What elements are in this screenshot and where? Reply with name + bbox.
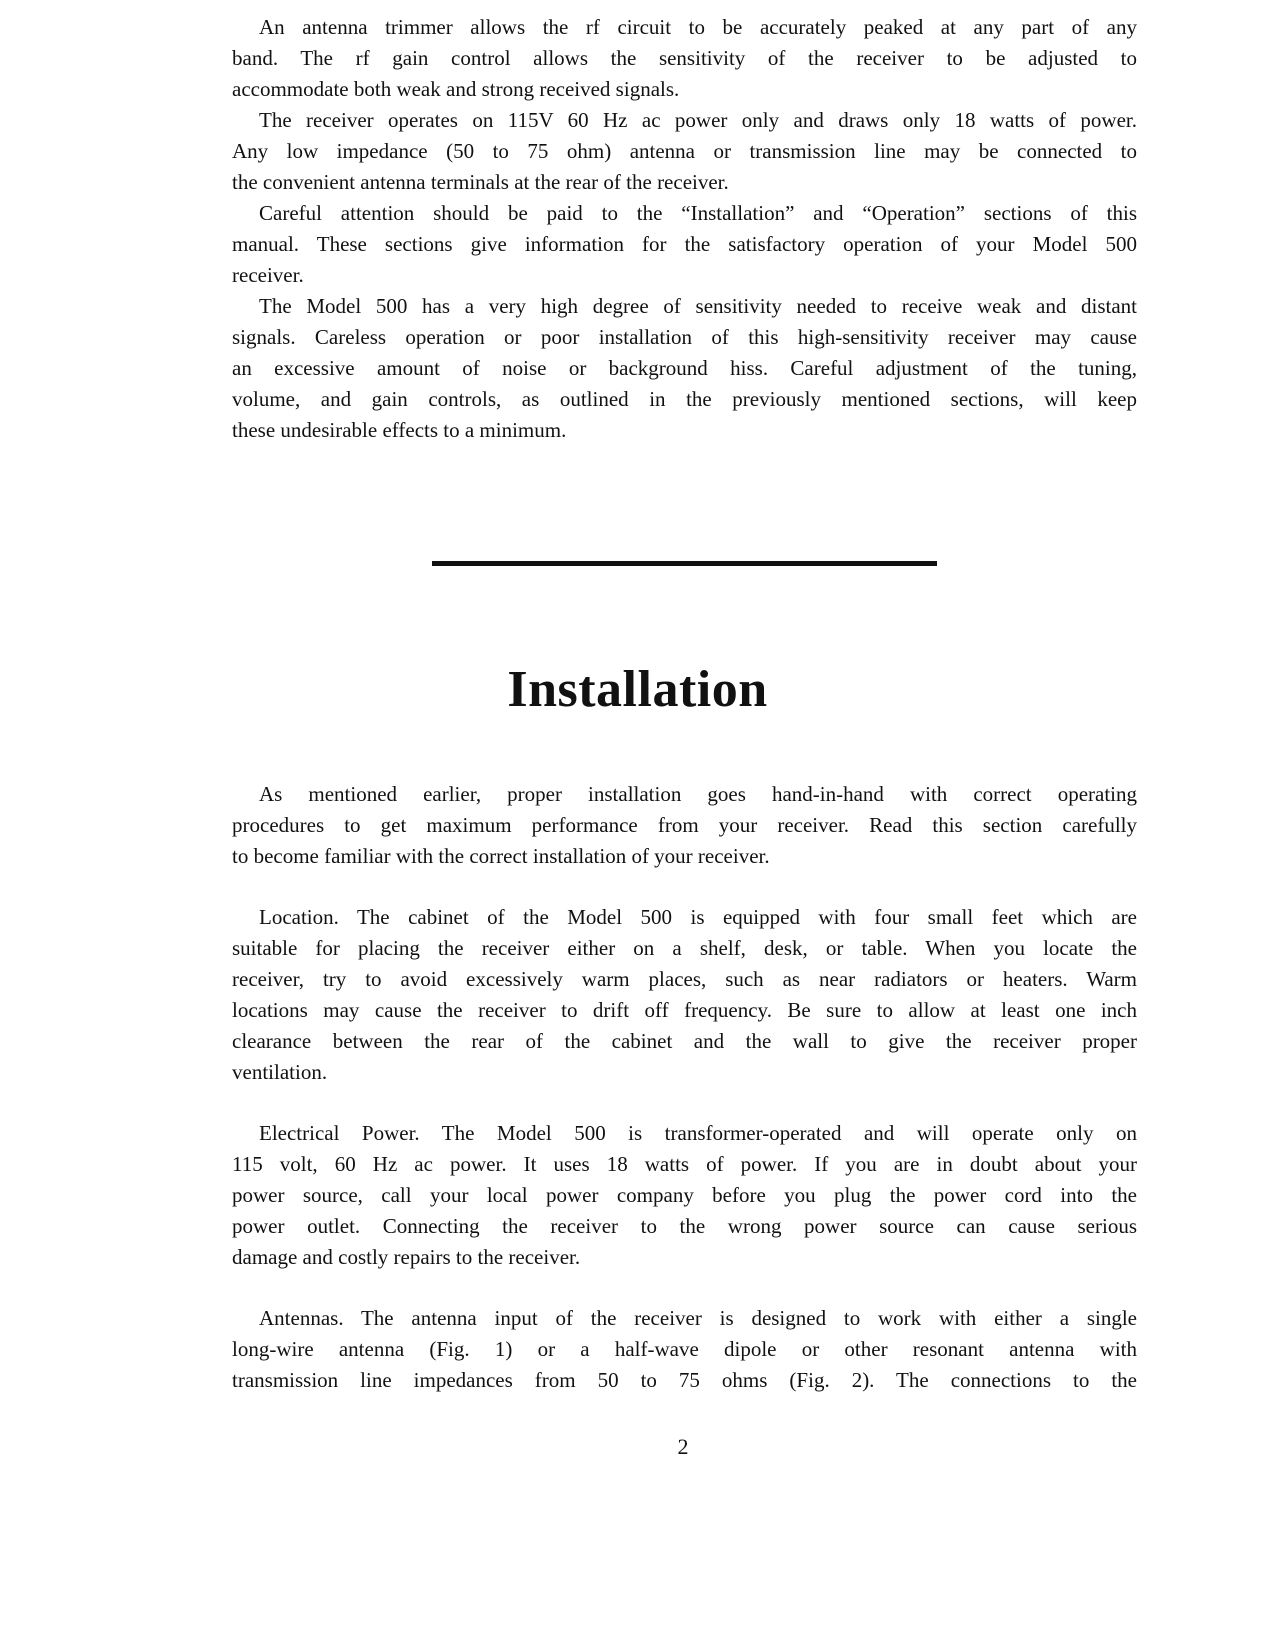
paragraph — [232, 291, 1137, 446]
paragraph — [232, 1303, 1137, 1396]
line-text: damage and costly repairs to the receiver. — [232, 1245, 581, 1269]
text-line — [232, 167, 1137, 198]
line-text: An antenna trimmer allows the rf circuit to be accurately peaked at any part of any — [259, 15, 1137, 39]
line-text: to become familiar with the correct installation of your receiver. — [232, 844, 770, 868]
paragraph — [232, 1118, 1137, 1273]
line-text: Antennas. The antenna input of the receiver is designed to work with either a single — [259, 1306, 1137, 1330]
line-text: Any low impedance (50 to 75 ohm) antenna or transmission line may be connected to — [232, 139, 1137, 163]
line-text: signals. Careless operation or poor installation of this high-sensitivity receiver may cause — [232, 325, 1137, 349]
paragraph-gap — [232, 1088, 1137, 1118]
text-line — [232, 1334, 1137, 1365]
line-text: locations may cause the receiver to drift off frequency. Be sure to allow at least one inch — [232, 998, 1137, 1022]
line-text: transmission line impedances from 50 to 75 ohms (Fig. 2). The connections to the — [232, 1368, 1137, 1392]
line-text: receiver, try to avoid excessively warm places, such as near radiators or heaters. Warm — [232, 967, 1137, 991]
text-line — [232, 1365, 1137, 1396]
line-text: an excessive amount of noise or background hiss. Careful adjustment of the tuning, — [232, 356, 1137, 380]
line-text: ventilation. — [232, 1060, 328, 1084]
paragraph — [232, 105, 1137, 198]
section-divider — [432, 561, 937, 566]
text-line — [232, 933, 1137, 964]
text-line — [232, 779, 1137, 810]
line-text: manual. These sections give information for the satisfactory operation of your Model 500 — [232, 232, 1137, 256]
text-line — [232, 1118, 1137, 1149]
line-text: accommodate both weak and strong received signals. — [232, 77, 680, 101]
line-text: clearance between the rear of the cabinet and the wall to give the receiver proper — [232, 1029, 1137, 1053]
text-line — [232, 260, 1137, 291]
text-line — [232, 353, 1137, 384]
text-line — [232, 995, 1137, 1026]
line-text: Location. The cabinet of the Model 500 is equipped with four small feet which are — [259, 905, 1137, 929]
text-line — [232, 43, 1137, 74]
line-text: procedures to get maximum performance from your receiver. Read this section carefully — [232, 813, 1137, 837]
text-line — [232, 74, 1137, 105]
line-text: band. The rf gain control allows the sensitivity of the receiver to be adjusted to — [232, 46, 1137, 70]
text-line — [232, 902, 1137, 933]
paragraph — [232, 779, 1137, 872]
text-line — [232, 1242, 1137, 1273]
line-text: Electrical Power. The Model 500 is transformer-operated and will operate only on — [259, 1121, 1137, 1145]
text-line — [232, 415, 1137, 446]
text-line — [232, 105, 1137, 136]
text-line — [232, 810, 1137, 841]
paragraph-gap — [232, 872, 1137, 902]
text-line — [232, 841, 1137, 872]
line-text: As mentioned earlier, proper installation goes hand-in-hand with correct operating — [259, 782, 1137, 806]
page-heading: Installation — [507, 661, 768, 718]
text-line — [232, 12, 1137, 43]
text-line — [232, 384, 1137, 415]
text-line — [232, 964, 1137, 995]
text-line — [232, 1180, 1137, 1211]
text-line — [232, 198, 1137, 229]
text-line — [232, 1026, 1137, 1057]
text-line — [232, 1303, 1137, 1334]
line-text: power source, call your local power company before you plug the power cord into the — [232, 1183, 1137, 1207]
page-number: 2 — [677, 1434, 689, 1459]
line-text: long-wire antenna (Fig. 1) or a half-wave dipole or other resonant antenna with — [232, 1337, 1137, 1361]
installation-section — [232, 779, 1137, 1396]
text-line — [232, 1149, 1137, 1180]
line-text: Careful attention should be paid to the “Installation” and “Operation” sections of this — [259, 201, 1137, 225]
line-text: 115 volt, 60 Hz ac power. It uses 18 watts of power. If you are in doubt about your — [232, 1152, 1137, 1176]
text-line — [232, 322, 1137, 353]
line-text: The Model 500 has a very high degree of sensitivity needed to receive weak and distant — [259, 294, 1137, 318]
line-text: volume, and gain controls, as outlined in the previously mentioned sections, will keep — [232, 387, 1137, 411]
text-line — [232, 229, 1137, 260]
line-text: receiver. — [232, 263, 304, 287]
text-line — [232, 136, 1137, 167]
line-text: these undesirable effects to a minimum. — [232, 418, 567, 442]
paragraph — [232, 12, 1137, 105]
text-line — [232, 1057, 1137, 1088]
line-text: suitable for placing the receiver either on a shelf, desk, or table. When you locate the — [232, 936, 1137, 960]
paragraph-gap — [232, 1273, 1137, 1303]
line-text: the convenient antenna terminals at the rear of the receiver. — [232, 170, 729, 194]
line-text: The receiver operates on 115V 60 Hz ac power only and draws only 18 watts of power. — [259, 108, 1137, 132]
intro-section — [232, 12, 1137, 446]
text-line — [232, 1211, 1137, 1242]
paragraph — [232, 902, 1137, 1088]
line-text: power outlet. Connecting the receiver to the wrong power source can cause serious — [232, 1214, 1137, 1238]
text-line — [232, 291, 1137, 322]
paragraph — [232, 198, 1137, 291]
